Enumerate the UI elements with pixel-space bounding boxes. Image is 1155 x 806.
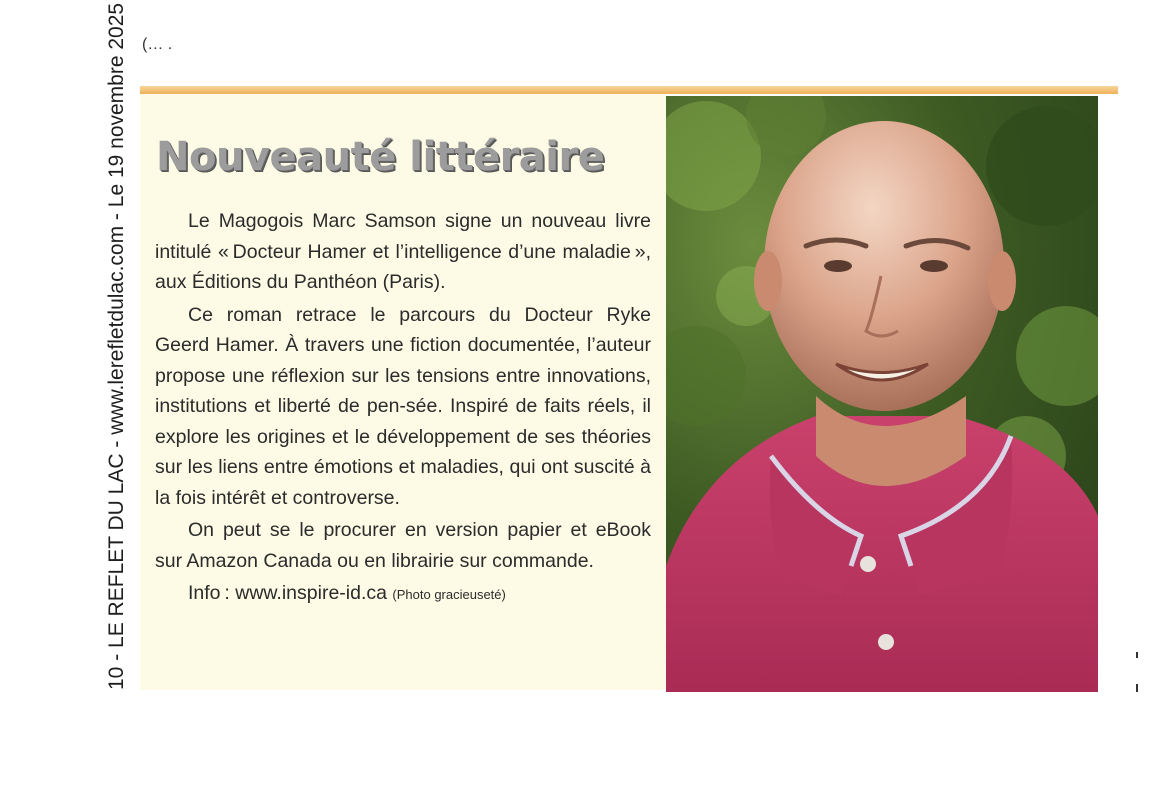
scan-edge-mark <box>1136 684 1138 692</box>
article-body <box>155 206 651 611</box>
info-line <box>155 578 651 611</box>
photo-credit: (Photo gracieuseté) <box>392 587 506 602</box>
article-box <box>140 94 666 690</box>
orange-top-rule <box>140 86 1118 94</box>
article-headline: Nouveauté littéraire <box>156 134 605 180</box>
info-link[interactable]: Info : www.inspire-id.ca <box>188 582 387 604</box>
paragraph-summary: Ce roman retrace le parcours du Docteur Ryke Geerd Hamer. À travers une fiction documentée, l’auteur propose une réflexion sur les tensions entre innovations, institutions et liberté de pen-sée. Inspiré de faits réels, il explore les origines et le développement de ses théories sur les liens entre émotions et maladies, qui ont suscité à la fois intérêt et controverse. <box>155 303 651 509</box>
author-portrait-illustration <box>666 96 1098 692</box>
paragraph-announcement: Le Magogois Marc Samson signe un nouveau livre intitulé « Docteur Hamer et l’intelligence d’une maladie », aux Éditions du Panthéon (Paris). <box>155 210 651 293</box>
paragraph-availability: On peut se le procurer en version papier et eBook sur Amazon Canada ou en librairie sur commande. <box>155 519 651 572</box>
author-photo <box>666 96 1098 692</box>
handwritten-mark: (… . <box>142 36 173 53</box>
page-margin-caption: 10 - LE REFLET DU LAC - www.lerefletdulac.com - Le 19 novembre 2025 <box>105 2 128 690</box>
scan-edge-mark <box>1136 652 1138 658</box>
